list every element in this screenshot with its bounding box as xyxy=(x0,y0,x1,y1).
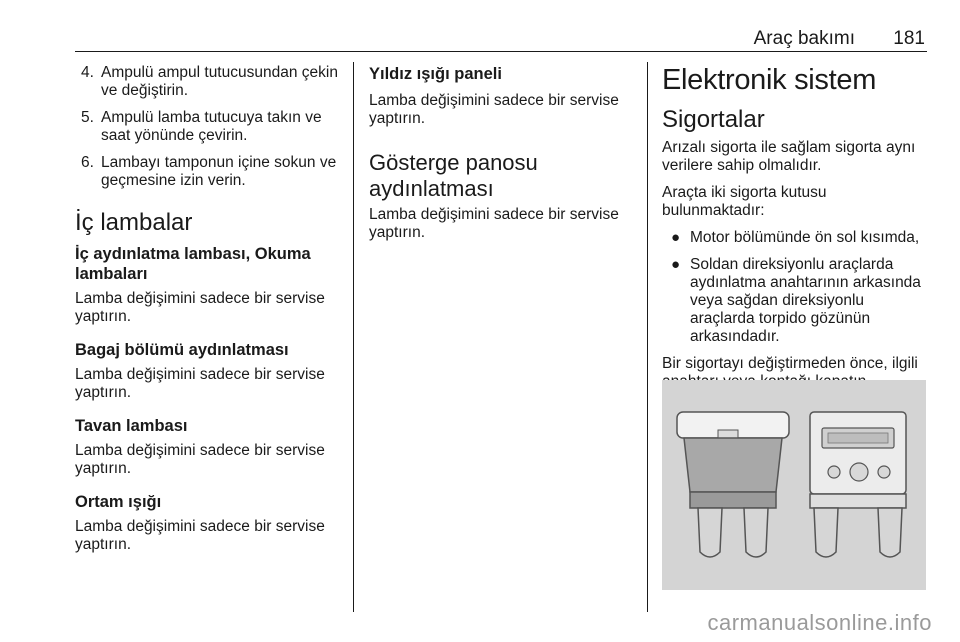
subsection-heading: Ortam ışığı xyxy=(75,493,162,511)
bullet-dot-icon: ● xyxy=(671,229,681,246)
bullet-item xyxy=(662,229,928,247)
subsection-heading: Tavan lambası xyxy=(75,417,188,435)
step-item xyxy=(75,109,340,145)
body-paragraph: Lamba değişimini sadece bir servise yaptırın. xyxy=(75,366,325,401)
column-divider-2 xyxy=(647,62,648,612)
column-2 xyxy=(369,64,634,251)
section-heading: İç lambalar xyxy=(75,209,193,236)
subsection-heading: İç aydınlatma lambası, Okuma lambaları xyxy=(75,245,311,283)
column-1 xyxy=(75,64,340,563)
bullet-item xyxy=(662,256,928,346)
step-number: 4. xyxy=(81,64,94,81)
section-heading: Sigortalar xyxy=(662,106,765,133)
header-rule xyxy=(75,51,927,52)
fuse-illustration xyxy=(662,380,926,590)
body-paragraph: Lamba değişimini sadece bir servise yaptırın. xyxy=(369,92,619,127)
step-number: 6. xyxy=(81,154,94,171)
body-paragraph: Lamba değişimini sadece bir servise yaptırın. xyxy=(75,442,325,477)
body-paragraph: Lamba değişimini sadece bir servise yaptırın. xyxy=(75,518,325,553)
bullet-text: Motor bölümünde ön sol kısımda, xyxy=(690,229,920,246)
fuse-side-view xyxy=(677,412,789,557)
step-number: 5. xyxy=(81,109,94,126)
fuse-drawing xyxy=(662,380,926,590)
step-item xyxy=(75,154,340,190)
body-paragraph: Arızalı sigorta ile sağlam sigorta aynı verilere sahip olmalıdır. xyxy=(662,139,916,174)
subsection-heading: Yıldız ışığı paneli xyxy=(369,65,502,83)
body-paragraph: Lamba değişimini sadece bir servise yaptırın. xyxy=(369,206,619,241)
body-paragraph: Lamba değişimini sadece bir servise yaptırın. xyxy=(75,290,325,325)
bullet-dot-icon: ● xyxy=(671,256,681,273)
step-item xyxy=(75,64,340,100)
section-heading: Gösterge panosu aydınlatması xyxy=(369,150,538,201)
fuse-front-view xyxy=(810,412,906,557)
page-header xyxy=(75,22,927,52)
bullet-text: Soldan direksiyonlu araçlarda aydınlatma anahtarının arkasında veya sağdan direksiyonlu araçlarda torpido gözünün arkasındadır. xyxy=(690,256,921,345)
column-3 xyxy=(662,64,928,400)
body-paragraph: Bir sigortayı değiştirmeden önce, ilgili xyxy=(662,355,918,372)
watermark: carmanualsonline.info xyxy=(707,610,932,635)
step-text: Ampulü lamba tutucuya takın ve saat yönünde çevirin. xyxy=(101,109,322,144)
step-list xyxy=(75,64,340,190)
column-divider-1 xyxy=(353,62,354,612)
step-text: Ampulü ampul tutucusundan çekin ve değiştirin. xyxy=(101,64,338,99)
main-heading: Elektronik sistem xyxy=(662,64,877,96)
chapter-title: Araç bakımı xyxy=(753,28,855,49)
page-number: 181 xyxy=(893,28,925,49)
step-text: Lambayı tamponun içine sokun ve geçmesine izin verin. xyxy=(101,154,337,189)
body-paragraph: Araçta iki sigorta kutusu bulunmaktadır: xyxy=(662,184,827,219)
bullet-list xyxy=(662,229,928,346)
subsection-heading: Bagaj bölümü aydınlatması xyxy=(75,341,289,359)
